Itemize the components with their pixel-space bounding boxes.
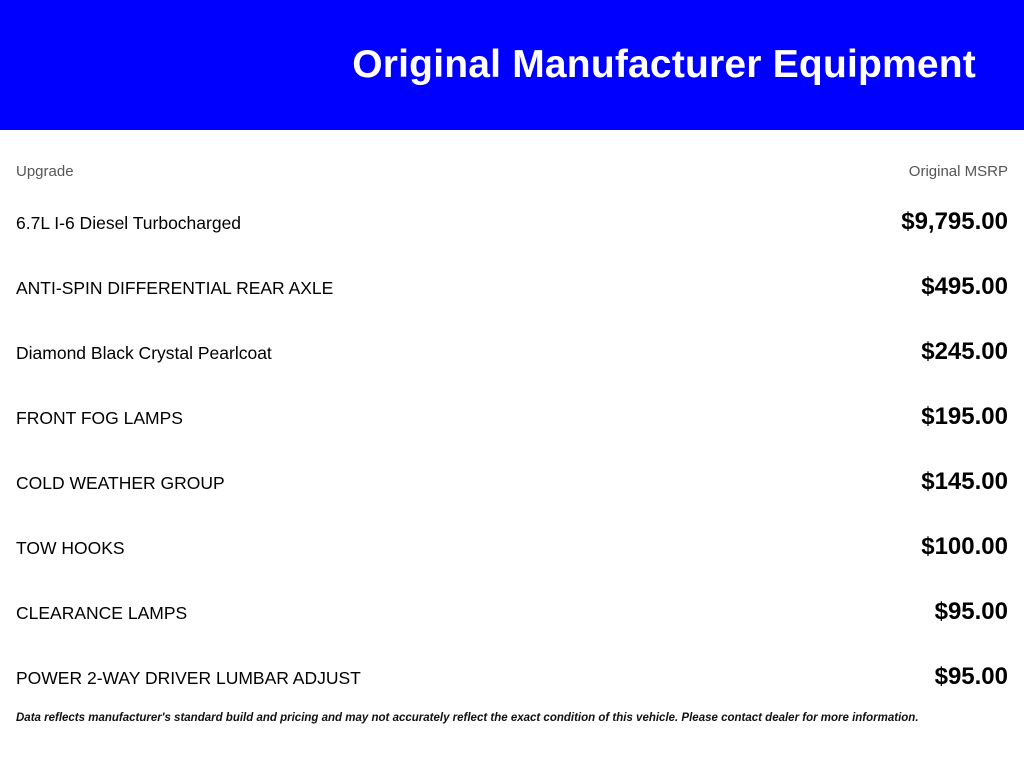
- disclaimer-text: Data reflects manufacturer's standard build and pricing and may not accurately reflect the exact condition of this vehicle. Please contact dealer for more information.: [16, 712, 919, 724]
- table-column-headers: [16, 130, 1008, 180]
- page-header: [0, 0, 1024, 130]
- row-upgrade-price: $145.00: [921, 468, 1008, 495]
- table-row: [16, 454, 1008, 519]
- row-upgrade-name: POWER 2-WAY DRIVER LUMBAR ADJUST: [16, 668, 361, 688]
- table-row: [16, 324, 1008, 389]
- table-row: [16, 519, 1008, 584]
- row-upgrade-name: CLEARANCE LAMPS: [16, 603, 188, 623]
- content-area: [0, 130, 1024, 714]
- row-upgrade-price: $495.00: [921, 273, 1008, 300]
- table-row: [16, 194, 1008, 259]
- row-upgrade-name: ANTI-SPIN DIFFERENTIAL REAR AXLE: [16, 278, 334, 298]
- row-upgrade-price: $245.00: [921, 338, 1008, 365]
- table-row: [16, 389, 1008, 454]
- row-upgrade-price: $195.00: [921, 403, 1008, 430]
- table-row: [16, 584, 1008, 649]
- equipment-list: [16, 194, 1008, 714]
- row-upgrade-price: $9,795.00: [901, 208, 1008, 235]
- row-upgrade-name: COLD WEATHER GROUP: [16, 473, 225, 493]
- row-upgrade-price: $95.00: [934, 663, 1008, 690]
- table-row: [16, 649, 1008, 714]
- table-row: [16, 259, 1008, 324]
- row-upgrade-name: TOW HOOKS: [16, 538, 125, 558]
- row-upgrade-price: $95.00: [934, 598, 1008, 625]
- column-header-upgrade: Upgrade: [16, 163, 74, 180]
- row-upgrade-price: $100.00: [921, 533, 1008, 560]
- row-upgrade-name: 6.7L I-6 Diesel Turbocharged: [16, 213, 242, 233]
- page-title: Original Manufacturer Equipment: [352, 42, 976, 86]
- row-upgrade-name: Diamond Black Crystal Pearlcoat: [16, 343, 272, 363]
- column-header-msrp: Original MSRP: [908, 163, 1008, 180]
- row-upgrade-name: FRONT FOG LAMPS: [16, 408, 183, 428]
